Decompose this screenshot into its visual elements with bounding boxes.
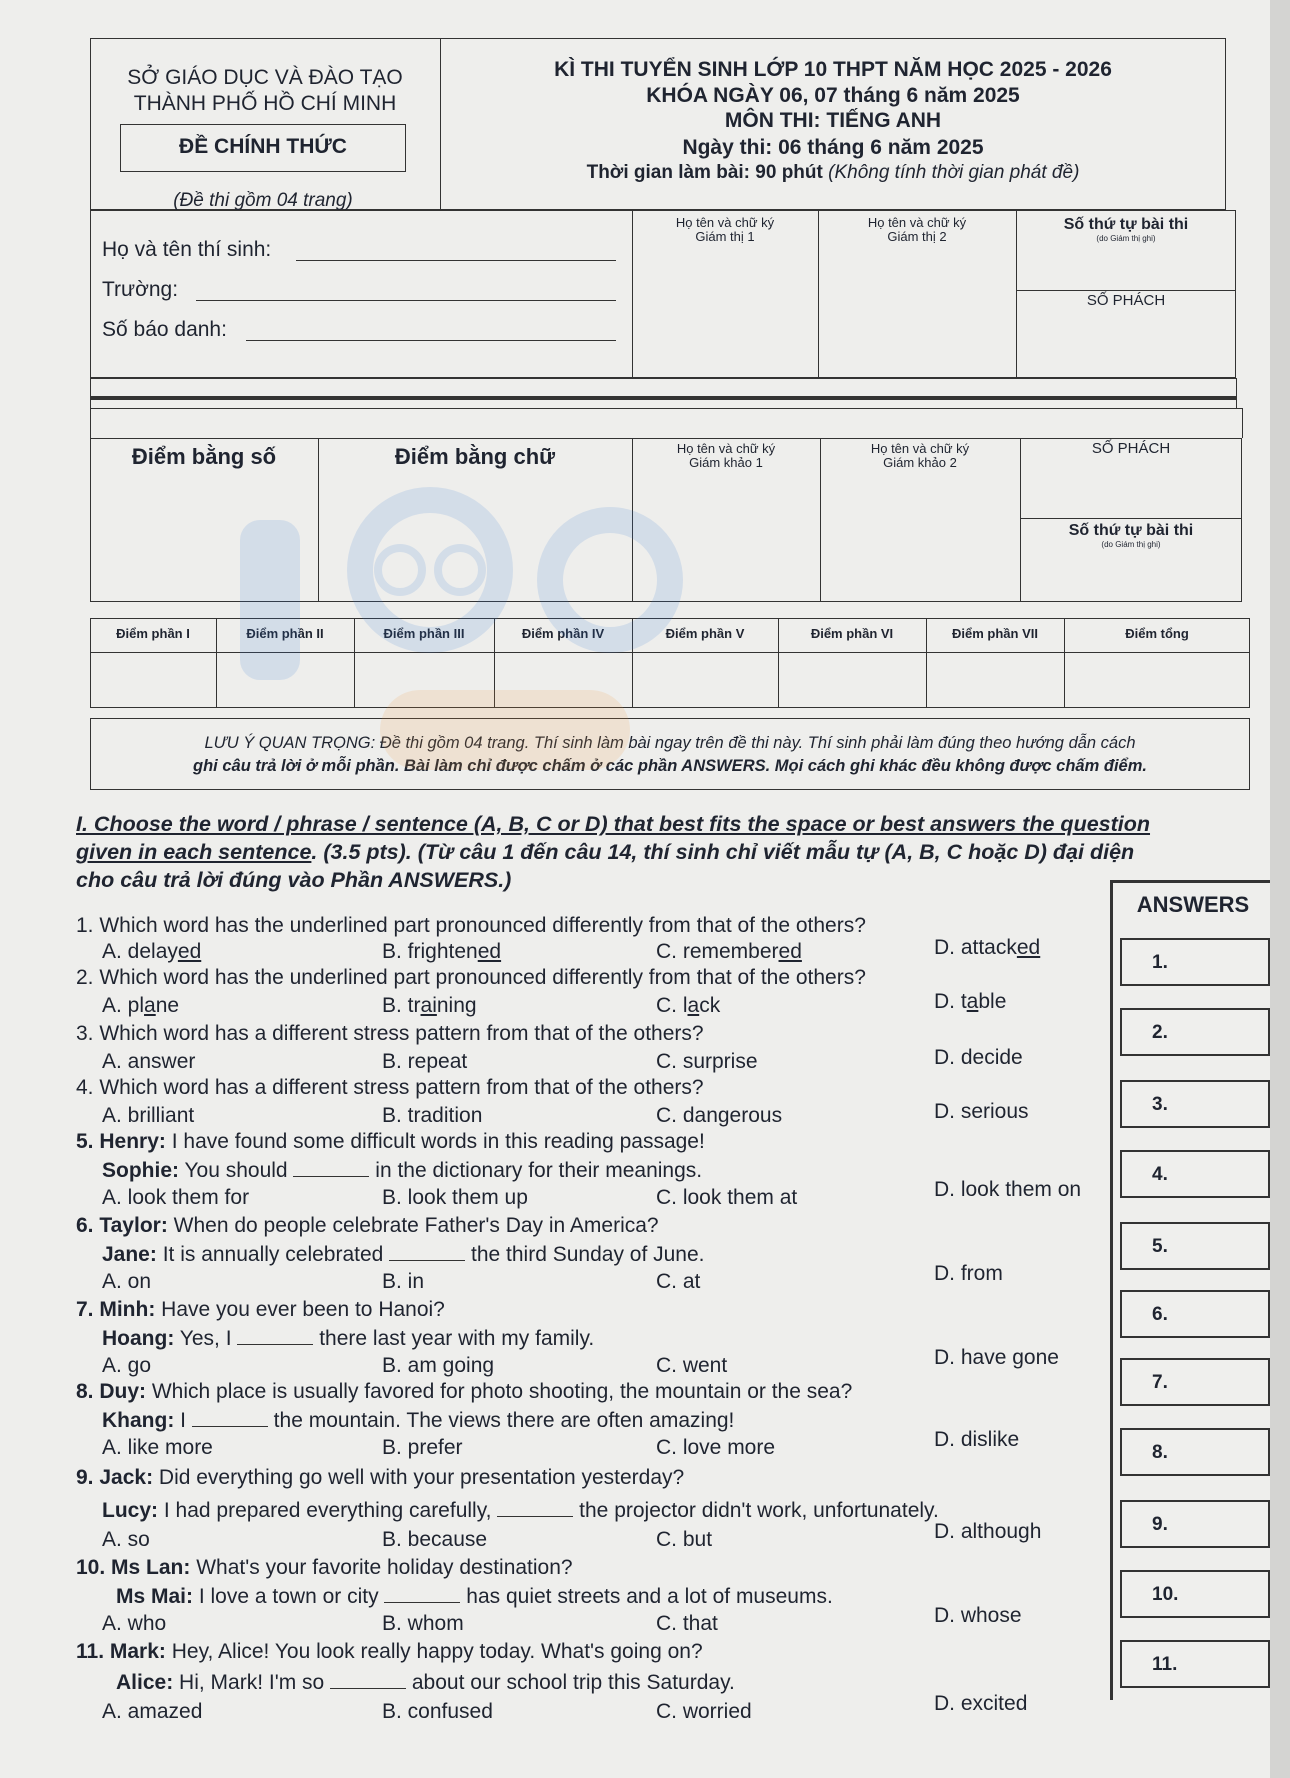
school-label: Trường:	[102, 278, 179, 301]
cand-hdiv	[1016, 290, 1236, 291]
dept-line2: THÀNH PHỐ HỒ CHÍ MINH	[133, 92, 397, 115]
text-span: a	[144, 994, 156, 1017]
candidate-name-field[interactable]	[296, 242, 616, 261]
text-span: Minh:	[99, 1298, 156, 1321]
option-q6-c[interactable]: C. at	[656, 1270, 701, 1293]
answer-label: 6.	[1152, 1304, 1168, 1325]
answer-blank	[293, 1158, 369, 1177]
exam-title: KÌ THI TUYỂN SINH LỚP 10 THPT NĂM HỌC 2025 - 2026	[554, 58, 1112, 81]
answer-box-2[interactable]	[1120, 1008, 1270, 1056]
notice-line2: ghi câu trả lời ở mỗi phần. Bài làm chỉ được chấm ở các phần ANSWERS. Mọi cách ghi khác đều không được chấm điểm.	[193, 757, 1147, 775]
answer-box-10[interactable]	[1120, 1570, 1270, 1618]
school-field[interactable]	[196, 282, 616, 301]
examiner2-sub: Giám khảo 2	[883, 455, 957, 470]
option-q2-b[interactable]	[382, 994, 477, 1018]
option-q10-a[interactable]: A. who	[102, 1612, 167, 1635]
text-span: When do people celebrate Father's Day in America?	[167, 1214, 659, 1237]
question-q5-line1	[76, 1130, 705, 1154]
text-span: I love a town or city	[193, 1585, 385, 1608]
question-q7-line1	[76, 1298, 445, 1322]
option-q7-b[interactable]: B. am going	[382, 1354, 495, 1377]
text-span: Hi, Mark! I'm so	[173, 1671, 331, 1694]
text-span: Did everything go well with your presentation yesterday?	[153, 1466, 685, 1489]
answer-label: 5.	[1152, 1236, 1168, 1257]
dept-line1: SỞ GIÁO DỤC VÀ ĐÀO TẠO	[127, 66, 403, 89]
text-span: Sophie:	[102, 1159, 179, 1182]
text-span: 9.	[76, 1466, 100, 1489]
option-q7-a[interactable]: A. go	[102, 1354, 152, 1377]
grade-div4	[1020, 438, 1021, 602]
option-q8-b[interactable]: B. prefer	[382, 1436, 463, 1459]
answer-label: 1.	[1152, 952, 1168, 973]
text-span: 8.	[76, 1380, 100, 1403]
answer-label: 8.	[1152, 1442, 1168, 1463]
text-span: Taylor:	[99, 1214, 168, 1237]
text-span: 10.	[76, 1556, 112, 1579]
answer-blank	[384, 1584, 460, 1603]
question-q11-line2	[116, 1670, 735, 1695]
text-span: 7.	[76, 1298, 100, 1321]
text-span: Mark:	[109, 1640, 166, 1663]
option-q7-d[interactable]: D. have gone	[934, 1346, 1059, 1369]
option-q1-a[interactable]	[102, 940, 201, 964]
option-q3-a[interactable]: A. answer	[102, 1050, 196, 1073]
text-span: Ms Lan:	[111, 1556, 191, 1579]
answer-blank	[330, 1670, 406, 1689]
option-q8-a[interactable]: A. like more	[102, 1436, 213, 1459]
text-span: C. remember	[656, 940, 779, 963]
text-span: ed	[177, 940, 202, 963]
answer-box-6[interactable]	[1120, 1290, 1270, 1338]
text-span: about our school trip this Saturday.	[406, 1671, 735, 1694]
examiner1-sub: Giám khảo 1	[689, 455, 763, 470]
answer-label: 7.	[1152, 1372, 1168, 1393]
text-span: has quiet streets and a lot of museums.	[460, 1585, 833, 1608]
pages-note: (Đề thi gồm 04 trang)	[173, 190, 353, 211]
option-q2-d[interactable]	[934, 990, 1006, 1014]
option-q11-a[interactable]: A. amazed	[102, 1700, 203, 1723]
answer-box-3[interactable]	[1120, 1080, 1270, 1128]
question-q10-line1	[76, 1556, 573, 1580]
seq-label: Số thứ tự bài thi	[1063, 216, 1189, 233]
answer-label: 9.	[1152, 1514, 1168, 1535]
answer-label: 4.	[1152, 1164, 1168, 1185]
part-score-cell[interactable]	[216, 653, 354, 707]
grade-hdiv	[1020, 518, 1242, 519]
code-label-bottom: SỐ PHÁCH	[1091, 440, 1171, 457]
part-score-cell[interactable]	[926, 653, 1064, 707]
seq-label-2: Số thứ tự bài thi	[1068, 522, 1194, 539]
section-heading-text1: I. Choose the word / phrase / sentence (A, B, C or D) that best fits the space or best answers the question	[76, 812, 1151, 836]
proctor2-label: Họ tên và chữ ký	[867, 215, 967, 230]
part-score-header: Điểm phần II	[246, 626, 324, 641]
seq-number-cell	[1016, 216, 1236, 243]
text-span: the mountain. The views there are often amazing!	[267, 1409, 735, 1432]
text-span: the third Sunday of June.	[465, 1243, 705, 1266]
examiner1-label: Họ tên và chữ ký	[676, 441, 776, 456]
text-span: A. delay	[102, 940, 178, 963]
proctor2-sub: Giám thị 2	[887, 229, 947, 244]
candidate-name-label: Họ và tên thí sinh:	[102, 238, 272, 261]
question-q10-line2	[116, 1584, 833, 1609]
page-edge	[1270, 0, 1290, 1778]
option-q10-d[interactable]: D. whose	[934, 1604, 1022, 1627]
answer-box-4[interactable]	[1120, 1150, 1270, 1198]
text-span: Which place is usually favored for photo shooting, the mountain or the sea?	[146, 1380, 853, 1403]
option-q6-d[interactable]: D. from	[934, 1262, 1003, 1285]
text-span: Henry:	[99, 1130, 166, 1153]
text-span: Lucy:	[102, 1499, 159, 1522]
question-q4: 4. Which word has a different stress pattern from that of the others?	[76, 1076, 704, 1099]
option-q10-b[interactable]: B. whom	[382, 1612, 464, 1635]
proctor1-label: Họ tên và chữ ký	[675, 215, 775, 230]
option-q9-d[interactable]: D. although	[934, 1520, 1042, 1543]
answer-label: 3.	[1152, 1094, 1168, 1115]
text-span: ck	[699, 994, 721, 1017]
question-q9-line2	[102, 1498, 939, 1523]
answer-blank	[192, 1408, 268, 1427]
exam-time	[440, 162, 1226, 184]
option-q11-c[interactable]: C. worried	[656, 1700, 752, 1723]
part-score-cell[interactable]	[90, 653, 216, 707]
candidate-id-field[interactable]	[246, 322, 616, 341]
option-q3-c[interactable]: C. surprise	[656, 1050, 758, 1073]
part-score-cell[interactable]	[494, 653, 632, 707]
answer-box-5[interactable]	[1120, 1222, 1270, 1270]
text-span: the projector didn't work, unfortunately.	[573, 1499, 939, 1522]
option-q2-a[interactable]	[102, 994, 179, 1018]
answer-label: 11.	[1152, 1654, 1178, 1675]
text-span: What's your favorite holiday destination?	[190, 1556, 573, 1579]
answers-title: ANSWERS	[1136, 892, 1250, 917]
part-score-cell[interactable]	[1064, 653, 1250, 707]
section-heading-line3: cho câu trả lời đúng vào Phần ANSWERS.)	[76, 868, 512, 892]
option-q9-c[interactable]: C. but	[656, 1528, 713, 1551]
exam-date: Ngày thi: 06 tháng 6 năm 2025	[682, 136, 984, 159]
option-q4-d[interactable]: D. serious	[934, 1100, 1029, 1123]
examiner1-signature	[632, 442, 820, 470]
text-span: Duy:	[99, 1380, 147, 1403]
text-span: It is annually celebrated	[156, 1243, 390, 1266]
text-span: I	[174, 1409, 192, 1432]
option-q1-d[interactable]	[934, 936, 1040, 960]
section-heading-text2a: given in each sentence	[76, 840, 312, 864]
answer-box-1[interactable]	[1120, 938, 1270, 986]
answer-box-11[interactable]	[1120, 1640, 1270, 1688]
answer-blank	[389, 1242, 465, 1261]
option-q5-c[interactable]: C. look them at	[656, 1186, 798, 1209]
text-span: Ms Mai:	[116, 1585, 194, 1608]
option-q1-b[interactable]	[382, 940, 501, 964]
text-span: Alice:	[116, 1671, 174, 1694]
proctor2-signature	[818, 216, 1016, 244]
question-q6-line1	[76, 1214, 659, 1238]
part-score-header: Điểm phần VI	[810, 626, 894, 641]
text-span: ble	[978, 990, 1007, 1013]
part-score-header: Điểm phần V	[665, 626, 745, 641]
code-label-top: SỐ PHÁCH	[1086, 292, 1166, 309]
option-q11-b[interactable]: B. confused	[382, 1700, 493, 1723]
text-span: a	[687, 994, 700, 1017]
text-span: B. tr	[382, 994, 421, 1017]
cut-line-thin	[90, 378, 1236, 379]
answer-label: 2.	[1152, 1022, 1168, 1043]
part-score-header: Điểm phần IV	[521, 626, 605, 641]
exam-session: KHÓA NGÀY 06, 07 tháng 6 năm 2025	[646, 84, 1020, 107]
part-score-cell[interactable]	[778, 653, 926, 707]
cut-line	[90, 396, 1236, 400]
text-span: Yes, I	[174, 1327, 238, 1350]
text-span: a	[966, 990, 979, 1013]
proctor1-signature	[632, 216, 818, 244]
grading-right-ext	[1242, 408, 1243, 438]
candidate-id-label: Số báo danh:	[102, 318, 227, 341]
option-q1-c[interactable]	[656, 940, 802, 964]
question-q11-line1	[76, 1640, 703, 1664]
text-span: ed	[1016, 936, 1041, 959]
option-q4-c[interactable]: C. dangerous	[656, 1104, 783, 1127]
text-span: Have you ever been to Hanoi?	[155, 1298, 445, 1321]
text-span: D. attack	[934, 936, 1017, 959]
proctor1-sub: Giám thị 1	[695, 229, 755, 244]
text-span: Jane:	[102, 1243, 157, 1266]
text-span: 6.	[76, 1214, 100, 1237]
text-span: ning	[436, 994, 477, 1017]
option-q8-d[interactable]: D. dislike	[934, 1428, 1020, 1451]
option-q5-d[interactable]: D. look them on	[934, 1178, 1082, 1201]
question-q6-line2	[102, 1242, 705, 1267]
option-q5-b[interactable]: B. look them up	[382, 1186, 528, 1209]
option-q5-a[interactable]: A. look them for	[102, 1186, 250, 1209]
text-span: Hoang:	[102, 1327, 175, 1350]
option-q8-c[interactable]: C. love more	[656, 1436, 776, 1459]
text-span: in the dictionary for their meanings.	[369, 1159, 703, 1182]
section-heading-text2b: . (3.5 pts). (Từ câu 1 đến câu 14, thí sinh chỉ viết mẫu tự (A, B, C hoặc D) đại diện	[311, 840, 1135, 864]
question-q7-line2	[102, 1326, 594, 1351]
question-q9-line1	[76, 1466, 684, 1490]
option-q3-d[interactable]: D. decide	[934, 1046, 1023, 1069]
text-span: I have found some difficult words in this reading passage!	[165, 1130, 705, 1153]
question-q3: 3. Which word has a different stress pattern from that of the others?	[76, 1022, 704, 1045]
text-span: D. t	[934, 990, 967, 1013]
text-span: there last year with my family.	[313, 1327, 595, 1350]
question-q8-line2	[102, 1408, 734, 1433]
part-score-cell[interactable]	[632, 653, 778, 707]
cut-left	[90, 378, 91, 408]
text-span: ne	[155, 994, 180, 1017]
examiner2-label: Họ tên và chữ ký	[870, 441, 970, 456]
answer-blank	[497, 1498, 573, 1517]
score-word-label: Điểm bằng chữ	[394, 444, 556, 469]
answer-label: 10.	[1152, 1584, 1179, 1605]
text-span: B. frighten	[382, 940, 478, 963]
option-q3-b[interactable]: B. repeat	[382, 1050, 468, 1073]
examiner2-signature	[820, 442, 1020, 470]
section-heading-line2	[76, 840, 1134, 865]
time-note: (Không tính thời gian phát đề)	[828, 162, 1080, 183]
grading-top-ext	[90, 408, 1242, 409]
exam-subject: MÔN THI: TIẾNG ANH	[724, 109, 942, 132]
text-span: ai	[420, 994, 437, 1017]
official-badge: ĐỀ CHÍNH THỨC	[120, 124, 406, 172]
text-span: 11.	[76, 1640, 110, 1663]
seq-sub-2: (do Giám thị ghi)	[1101, 540, 1161, 549]
question-q5-line2	[102, 1158, 702, 1183]
seq-sub: (do Giám thị ghi)	[1096, 234, 1156, 243]
option-q10-c[interactable]: C. that	[656, 1612, 718, 1635]
part-score-header: Điểm tổng	[1125, 626, 1189, 641]
seq-number-cell-2	[1020, 522, 1242, 549]
option-q4-a[interactable]: A. brilliant	[102, 1104, 195, 1127]
question-q1: 1. Which word has the underlined part pronounced differently from that of the others?	[76, 914, 866, 937]
part-score-header: Điểm phần VII	[952, 626, 1038, 641]
grading-left-ext	[90, 408, 91, 438]
time-label: Thời gian làm bài: 90 phút	[586, 162, 823, 183]
cut-right	[1236, 378, 1237, 408]
answer-box-8[interactable]	[1120, 1428, 1270, 1476]
question-q2: 2. Which word has the underlined part pronounced differently from that of the others?	[76, 966, 866, 989]
score-number-label: Điểm bằng số	[131, 444, 277, 469]
notice-line1: LƯU Ý QUAN TRỌNG: Đề thi gồm 04 trang. Thí sinh làm bài ngay trên đề thi này. Thí sinh phải làm đúng theo hướng dẫn cách	[204, 734, 1136, 752]
text-span: ed	[477, 940, 502, 963]
option-q2-c[interactable]	[656, 994, 720, 1018]
option-q4-b[interactable]: B. tradition	[382, 1104, 483, 1127]
answer-box-9[interactable]	[1120, 1500, 1270, 1548]
text-span: Jack:	[99, 1466, 154, 1489]
text-span: A. pl	[102, 994, 145, 1017]
option-q6-a[interactable]: A. on	[102, 1270, 152, 1293]
part-score-header: Điểm phần III	[383, 626, 465, 641]
text-span: 5.	[76, 1130, 100, 1153]
text-span: Hey, Alice! You look really happy today. What's going on?	[165, 1640, 703, 1663]
text-span: You should	[179, 1159, 294, 1182]
option-q11-d[interactable]: D. excited	[934, 1692, 1028, 1715]
text-span: C. l	[656, 994, 688, 1017]
notice-box	[90, 718, 1250, 790]
option-q6-b[interactable]: B. in	[382, 1270, 425, 1293]
option-q7-c[interactable]: C. went	[656, 1354, 728, 1377]
option-q9-b[interactable]: B. because	[382, 1528, 488, 1551]
text-span: Khang:	[102, 1409, 175, 1432]
question-q8-line1	[76, 1380, 852, 1404]
option-q9-a[interactable]: A. so	[102, 1528, 150, 1551]
text-span: I had prepared everything carefully,	[158, 1499, 498, 1522]
section-heading-line1	[76, 812, 1150, 837]
text-span: ed	[778, 940, 802, 963]
part-score-header: Điểm phần I	[116, 626, 190, 641]
answer-blank	[237, 1326, 313, 1345]
answer-box-7[interactable]	[1120, 1358, 1270, 1406]
part-score-cell[interactable]	[354, 653, 494, 707]
